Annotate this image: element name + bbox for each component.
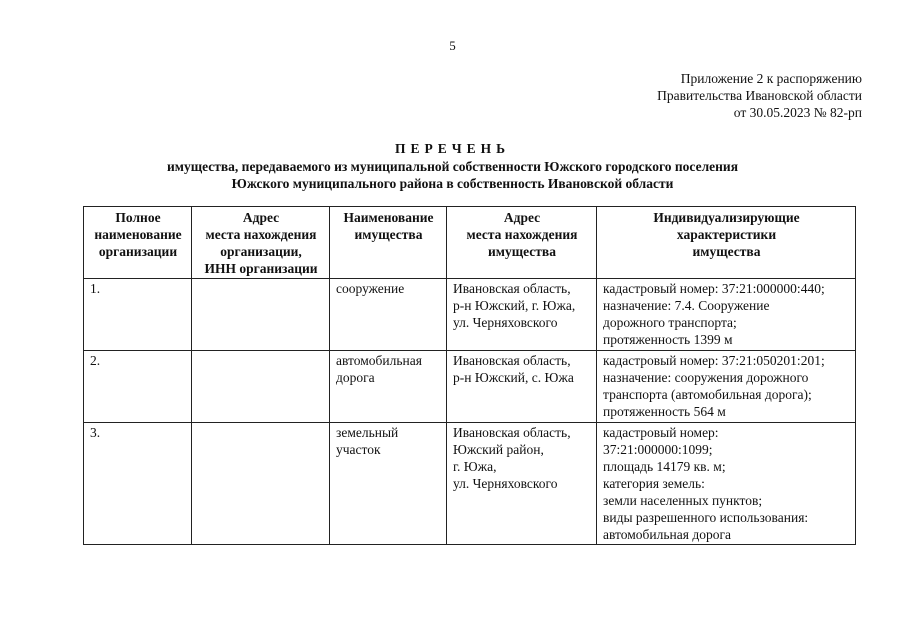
table-row <box>84 351 856 423</box>
cell-text: транспорта (автомобильная дорога); <box>603 387 812 402</box>
cell-text: кадастровый номер: 37:21:050201:201; <box>603 353 825 368</box>
cell-property-address <box>447 279 597 351</box>
cell-number: 2. <box>84 351 192 423</box>
header-characteristics <box>597 207 856 279</box>
title-main: ПЕРЕЧЕНЬ <box>394 141 511 156</box>
header-property-name <box>330 207 447 279</box>
header-text: имущества <box>692 244 761 259</box>
cell-property-address <box>447 423 597 545</box>
header-org-name <box>84 207 192 279</box>
property-table <box>83 206 856 545</box>
cell-text: Ивановская область, <box>453 425 571 440</box>
cell-text: Ивановская область, <box>453 353 571 368</box>
cell-text: р-н Южский, с. Южа <box>453 370 574 385</box>
appendix-line: Правительства Ивановской области <box>657 88 862 103</box>
cell-text: участок <box>336 442 381 457</box>
title-subtitle-line: Южского муниципального района в собственность Ивановской области <box>231 176 674 191</box>
cell-text: виды разрешенного использования: <box>603 510 809 525</box>
header-text: Адрес <box>242 210 280 225</box>
cell-text: кадастровый номер: <box>603 425 719 440</box>
cell-characteristics <box>597 423 856 545</box>
cell-text: назначение: 7.4. Сооружение <box>603 298 770 313</box>
cell-text: земельный <box>336 425 399 440</box>
cell-text: назначение: сооружения дорожного <box>603 370 809 385</box>
header-text: Индивидуализирующие <box>653 210 800 225</box>
header-text: Наименование <box>343 210 434 225</box>
cell-text: протяженность 1399 м <box>603 332 733 347</box>
cell-text: площадь 14179 кв. м; <box>603 459 726 474</box>
header-text: места нахождения <box>466 227 578 242</box>
header-text: имущества <box>488 244 556 259</box>
header-text: ИНН организации <box>204 261 318 276</box>
cell-number: 3. <box>84 423 192 545</box>
appendix-note <box>657 70 862 121</box>
cell-characteristics <box>597 351 856 423</box>
header-property-address <box>447 207 597 279</box>
cell-text: ул. Черняховского <box>453 315 558 330</box>
header-text: организации, <box>220 244 302 259</box>
page-number: 5 <box>449 38 456 53</box>
cell-text: земли населенных пунктов; <box>603 493 763 508</box>
cell-text: протяженность 564 м <box>603 404 726 419</box>
header-text: наименование <box>94 227 182 242</box>
cell-characteristics <box>597 279 856 351</box>
appendix-line: Приложение 2 к распоряжению <box>680 71 862 86</box>
header-org-address <box>192 207 330 279</box>
header-text: характеристики <box>676 227 777 242</box>
cell-property-address <box>447 351 597 423</box>
header-text: места нахождения <box>205 227 317 242</box>
cell-org-address <box>192 279 330 351</box>
cell-text: сооружение <box>336 281 405 296</box>
document-title <box>0 140 905 192</box>
cell-org-address <box>192 423 330 545</box>
cell-text: р-н Южский, г. Южа, <box>453 298 576 313</box>
cell-property-name <box>330 423 447 545</box>
cell-text: ул. Черняховского <box>453 476 558 491</box>
table-header-row <box>84 207 856 279</box>
table-row <box>84 279 856 351</box>
cell-number: 1. <box>84 279 192 351</box>
header-text: организации <box>98 244 178 259</box>
appendix-line: от 30.05.2023 № 82-рп <box>733 105 862 120</box>
cell-text: дорожного транспорта; <box>603 315 737 330</box>
cell-text: категория земель: <box>603 476 705 491</box>
header-text: Полное <box>115 210 161 225</box>
header-text: имущества <box>354 227 423 242</box>
cell-property-name <box>330 351 447 423</box>
cell-text: автомобильная дорога <box>603 527 731 542</box>
table-row <box>84 423 856 545</box>
cell-property-name <box>330 279 447 351</box>
cell-text: г. Южа, <box>453 459 497 474</box>
cell-text: Южский район, <box>453 442 544 457</box>
cell-text: кадастровый номер: 37:21:000000:440; <box>603 281 825 296</box>
header-text: Адрес <box>503 210 541 225</box>
cell-text: дорога <box>336 370 375 385</box>
title-subtitle-line: имущества, передаваемого из муниципальной собственности Южского городского поселения <box>166 159 739 174</box>
cell-org-address <box>192 351 330 423</box>
cell-text: 37:21:000000:1099; <box>603 442 713 457</box>
cell-text: автомобильная <box>336 353 422 368</box>
cell-text: Ивановская область, <box>453 281 571 296</box>
